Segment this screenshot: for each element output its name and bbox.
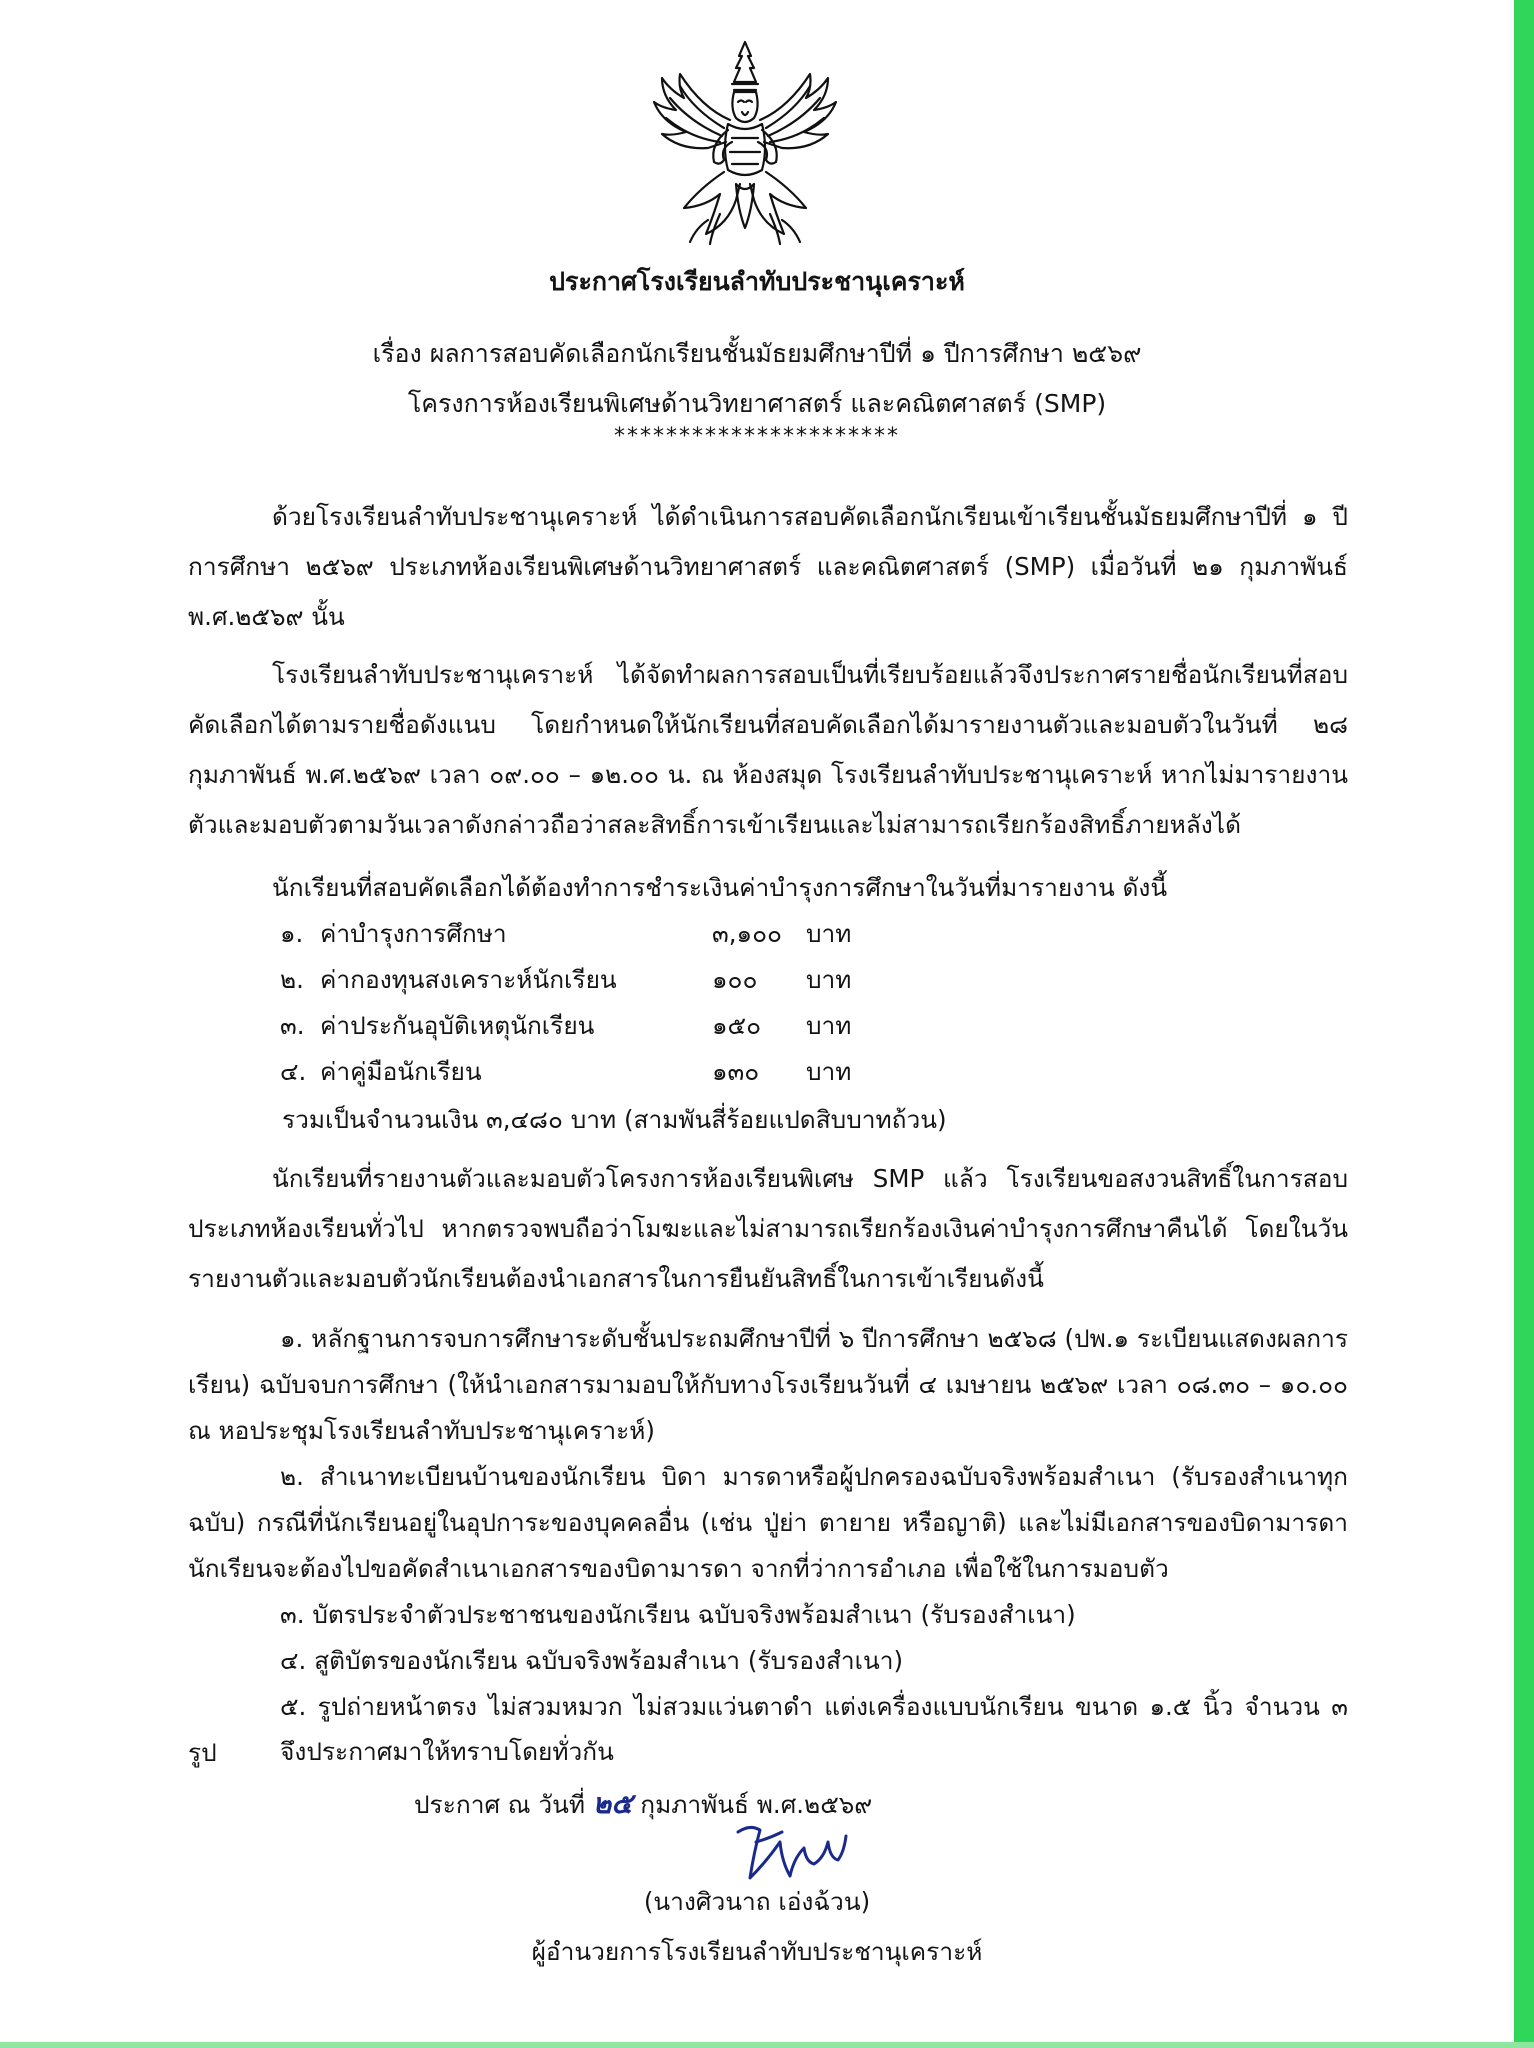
fee-row: [280, 960, 880, 1004]
fee-row: [280, 1006, 880, 1050]
document-item: [188, 1316, 1348, 1454]
document-item-text: ๒. สำเนาทะเบียนบ้านของนักเรียน บิดา มารดาหรือผู้ปกครองฉบับจริงพร้อมสำเนา (รับรองสำเนาทุกฉบับ) กรณีที่นักเรียนอยู่ในอุปการะของบุคคลอื่น (เช่น ปู่ย่า ตายาย หรือญาติ) และไม่มีเอกสารของบิดามารดา นักเรียนจะต้องไปขอคัดสำเนาเอกสารของบิดามารดา จากที่ว่าการอำเภอ เพื่อใช้ในการมอบตัว: [188, 1462, 1348, 1583]
document-item-text: ๕. รูปถ่ายหน้าตรง ไม่สวมหมวก ไม่สวมแว่นตาดำ แต่งเครื่องแบบนักเรียน ขนาด ๑.๕ นิ้ว จำนวน ๓ รูป: [188, 1692, 1348, 1767]
fee-unit: บาท: [806, 1011, 852, 1040]
paragraph-smp-rights-text: นักเรียนที่รายงานตัวและมอบตัวโครงการห้องเรียนพิเศษ SMP แล้ว โรงเรียนขอสงวนสิทธิ์ในการสอบประเภทห้องเรียนทั่วไป หากตรวจพบถือว่าโมฆะและไม่สามารถเรียกร้องเงินค่าบำรุงการศึกษาคืนได้ โดยในวันรายงานตัวและมอบตัวนักเรียนต้องนำเอกสารในการยืนยันสิทธิ์ในการเข้าเรียนดังนี้: [188, 1164, 1348, 1293]
fee-unit: บาท: [806, 919, 852, 948]
subject-line-2: โครงการห้องเรียนพิเศษด้านวิทยาศาสตร์ และคณิตศาสตร์ (SMP): [407, 389, 1107, 418]
fee-row: [280, 914, 880, 958]
green-scan-bottom-edge: [0, 2042, 1534, 2048]
fee-number: ๑.: [280, 919, 304, 948]
document-item-text: ๔. สูติบัตรของนักเรียน ฉบับจริงพร้อมสำเนา (รับรองสำเนา): [280, 1646, 904, 1675]
paragraph-results: [188, 650, 1348, 850]
date-prefix: ประกาศ ณ วันที่: [414, 1790, 585, 1819]
document-item: [188, 1638, 1348, 1684]
fee-row: [280, 1052, 880, 1096]
fee-unit: บาท: [806, 965, 852, 994]
required-documents-list: [188, 1316, 1348, 1776]
document-title: ประกาศโรงเรียนลำทับประชานุเคราะห์: [549, 267, 965, 296]
fees-total: รวมเป็นจำนวนเงิน ๓,๔๘๐ บาท (สามพันสี่ร้อยแปดสิบบาทถ้วน): [282, 1105, 947, 1134]
fee-amount: ๓,๑๐๐: [712, 919, 782, 948]
closing-statement: จึงประกาศมาให้ทราบโดยทั่วกัน: [280, 1737, 614, 1766]
date-day-handwritten: ๒๕: [592, 1787, 633, 1820]
document-item: [188, 1454, 1348, 1592]
signer-position: ผู้อำนวยการโรงเรียนลำทับประชานุเคราะห์: [531, 1937, 983, 1966]
fee-number: ๔.: [280, 1057, 307, 1086]
fee-unit: บาท: [806, 1057, 852, 1086]
separator-stars: **********************: [614, 424, 900, 449]
handwritten-signature-icon: [720, 1802, 860, 1892]
signer-name: (นางศิวนาถ เอ่งฉ้วน): [643, 1887, 871, 1916]
paragraph-results-text: โรงเรียนลำทับประชานุเคราะห์ ได้จัดทำผลการสอบเป็นที่เรียบร้อยแล้วจึงประกาศรายชื่อนักเรียนที่สอบคัดเลือกได้ตามรายชื่อดังแนบ โดยกำหนดให้นักเรียนที่สอบคัดเลือกได้มารายงานตัวและมอบตัวในวันที่ ๒๘ กุมภาพันธ์ พ.ศ.๒๕๖๙ เวลา ๐๙.๐๐ – ๑๒.๐๐ น. ณ ห้องสมุด โรงเรียนลำทับประชานุเคราะห์ หากไม่มารายงานตัวและมอบตัวตามวันเวลาดังกล่าวถือว่าสละสิทธิ์การเข้าเรียนและไม่สามารถเรียกร้องสิทธิ์ภายหลังได้: [188, 660, 1348, 839]
fee-amount: ๑๓๐: [712, 1057, 760, 1086]
fee-label: ค่าคู่มือนักเรียน: [320, 1057, 482, 1086]
paragraph-smp-rights: [188, 1154, 1348, 1304]
paragraph-intro-text: ด้วยโรงเรียนลำทับประชานุเคราะห์ ได้ดำเนินการสอบคัดเลือกนักเรียนเข้าเรียนชั้นมัธยมศึกษาปีที่ ๑ ปีการศึกษา ๒๕๖๙ ประเภทห้องเรียนพิเศษด้านวิทยาศาสตร์ และคณิตศาสตร์ (SMP) เมื่อวันที่ ๒๑ กุมภาพันธ์ พ.ศ.๒๕๖๙ นั้น: [188, 502, 1348, 631]
fee-amount: ๑๐๐: [712, 965, 758, 994]
green-scan-edge: [1514, 0, 1534, 2048]
garuda-emblem-icon: [650, 38, 840, 246]
paragraph-intro: [188, 492, 1348, 642]
document-item-text: ๓. บัตรประจำตัวประชาชนของนักเรียน ฉบับจริงพร้อมสำเนา (รับรองสำเนา): [280, 1600, 1076, 1629]
subject-line-1: เรื่อง ผลการสอบคัดเลือกนักเรียนชั้นมัธยมศึกษาปีที่ ๑ ปีการศึกษา ๒๕๖๙: [372, 339, 1142, 368]
fee-label: ค่ากองทุนสงเคราะห์นักเรียน: [320, 965, 617, 994]
date-rest: กุมภาพันธ์ พ.ศ.๒๕๖๙: [640, 1790, 873, 1819]
document-item: [188, 1592, 1348, 1638]
fee-number: ๓.: [280, 1011, 305, 1040]
fee-amount: ๑๕๐: [712, 1011, 762, 1040]
fees-intro: นักเรียนที่สอบคัดเลือกได้ต้องทำการชำระเงินค่าบำรุงการศึกษาในวันที่มารายงาน ดังนี้: [272, 873, 1168, 902]
document-item-text: ๑. หลักฐานการจบการศึกษาระดับชั้นประถมศึกษาปีที่ ๖ ปีการศึกษา ๒๕๖๘ (ปพ.๑ ระเบียนแสดงผลการเรียน) ฉบับจบการศึกษา (ให้นำเอกสารมามอบให้กับทางโรงเรียนวันที่ ๔ เมษายน ๒๕๖๙ เวลา ๐๘.๓๐ – ๑๐.๐๐ ณ หอประชุมโรงเรียนลำทับประชานุเคราะห์): [188, 1324, 1348, 1445]
fee-number: ๒.: [280, 965, 304, 994]
fee-label: ค่าประกันอุบัติเหตุนักเรียน: [320, 1011, 595, 1040]
fee-label: ค่าบำรุงการศึกษา: [320, 919, 507, 948]
